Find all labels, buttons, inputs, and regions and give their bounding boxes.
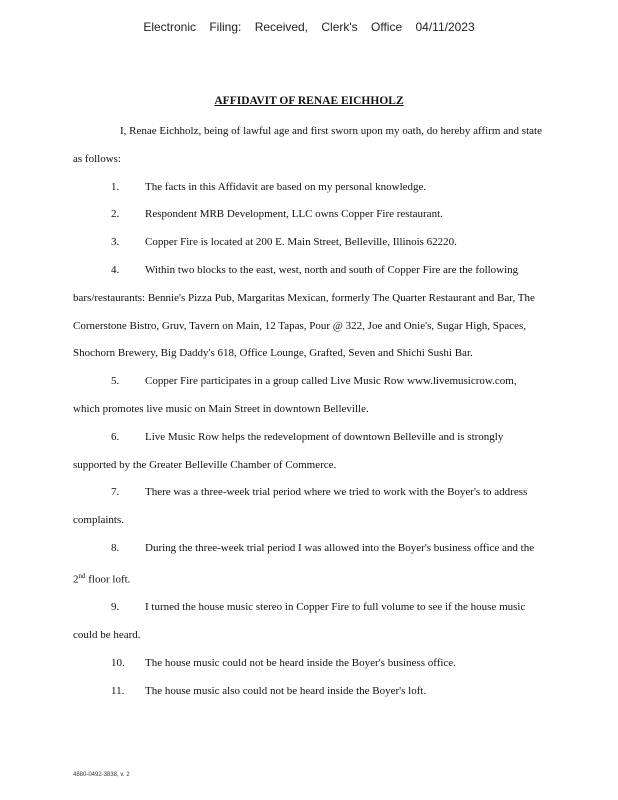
paragraph-number: 2. xyxy=(111,208,120,221)
paragraph-text: I turned the house music stereo in Copper Fire to full volume to see if the house music could be heard. xyxy=(73,601,526,641)
paragraph-text: Respondent MRB Development, LLC owns Copper Fire restaurant. xyxy=(145,208,443,221)
paragraph-number: 6. xyxy=(111,430,120,443)
paragraph-number: 10. xyxy=(111,656,125,669)
numbered-paragraph xyxy=(73,174,543,202)
affidavit-body xyxy=(73,118,543,705)
numbered-paragraph xyxy=(73,479,543,535)
numbered-paragraph xyxy=(73,229,543,257)
paragraph-text: The house music could not be heard inside the Boyer's business office. xyxy=(145,656,456,669)
numbered-paragraph xyxy=(73,650,543,678)
paragraph-number: 1. xyxy=(111,180,120,193)
paragraph-number: 8. xyxy=(111,541,120,554)
paragraph-number: 9. xyxy=(111,601,120,614)
paragraph-text: The house music also could not be heard inside the Boyer's loft. xyxy=(145,684,427,697)
paragraph-text: Copper Fire participates in a group called Live Music Row www.livemusicrow.com, which promotes live music on Main Street in downtown Belleville. xyxy=(73,375,517,415)
numbered-paragraph xyxy=(73,678,543,706)
paragraph-number: 7. xyxy=(111,486,120,499)
numbered-paragraph xyxy=(73,594,543,650)
filing-stamp-header: Electronic Filing: Received, Clerk's Office 04/11/2023 xyxy=(143,20,475,34)
paragraph-text: Within two blocks to the east, west, north and south of Copper Fire are the following bars/restaurants: Bennie's Pizza Pub, Margaritas Mexican, formerly The Quarter Restaurant and Bar, The Cornerstone Bistro, Gruv, Tavern on Main, 12 Tapas, Pour @ 322, Joe and Onie's, Sugar High, Spaces, Shochorn Brewery, Big Daddy's 618, Office Lounge, Grafted, Seven and Shichi Sushi Bar. xyxy=(73,263,535,360)
paragraph-text-tail: floor loft. xyxy=(85,573,131,586)
document-id-footer: 4880-0492-3838, v. 2 xyxy=(73,772,130,778)
numbered-paragraph xyxy=(73,424,543,480)
intro-paragraph: I, Renae Eichholz, being of lawful age and first sworn upon my oath, do hereby affirm and state as follows: xyxy=(73,125,542,165)
document-title: AFFIDAVIT OF RENAE EICHHOLZ xyxy=(214,95,404,107)
paragraph-number: 4. xyxy=(111,263,120,276)
paragraph-number: 3. xyxy=(111,236,120,249)
ordinal-superscript: nd xyxy=(78,571,86,580)
paragraph-text: Copper Fire is located at 200 E. Main Street, Belleville, Illinois 62220. xyxy=(145,236,457,249)
numbered-paragraph xyxy=(73,368,543,424)
paragraph-number: 5. xyxy=(111,375,120,388)
numbered-paragraph xyxy=(73,257,543,368)
paragraph-text: Live Music Row helps the redevelopment of downtown Belleville and is strongly supported by the Greater Belleville Chamber of Commerce. xyxy=(73,430,504,471)
paragraph-text: The facts in this Affidavit are based on my personal knowledge. xyxy=(145,180,427,193)
paragraph-text: During the three-week trial period I was allowed into the Boyer's business office and the 2 xyxy=(73,541,535,586)
numbered-paragraph xyxy=(73,535,543,594)
numbered-paragraph xyxy=(73,201,543,229)
numbered-paragraphs xyxy=(73,174,543,706)
paragraph-number: 11. xyxy=(111,684,125,697)
paragraph-text: There was a three-week trial period where we tried to work with the Boyer's to address complaints. xyxy=(73,486,528,527)
